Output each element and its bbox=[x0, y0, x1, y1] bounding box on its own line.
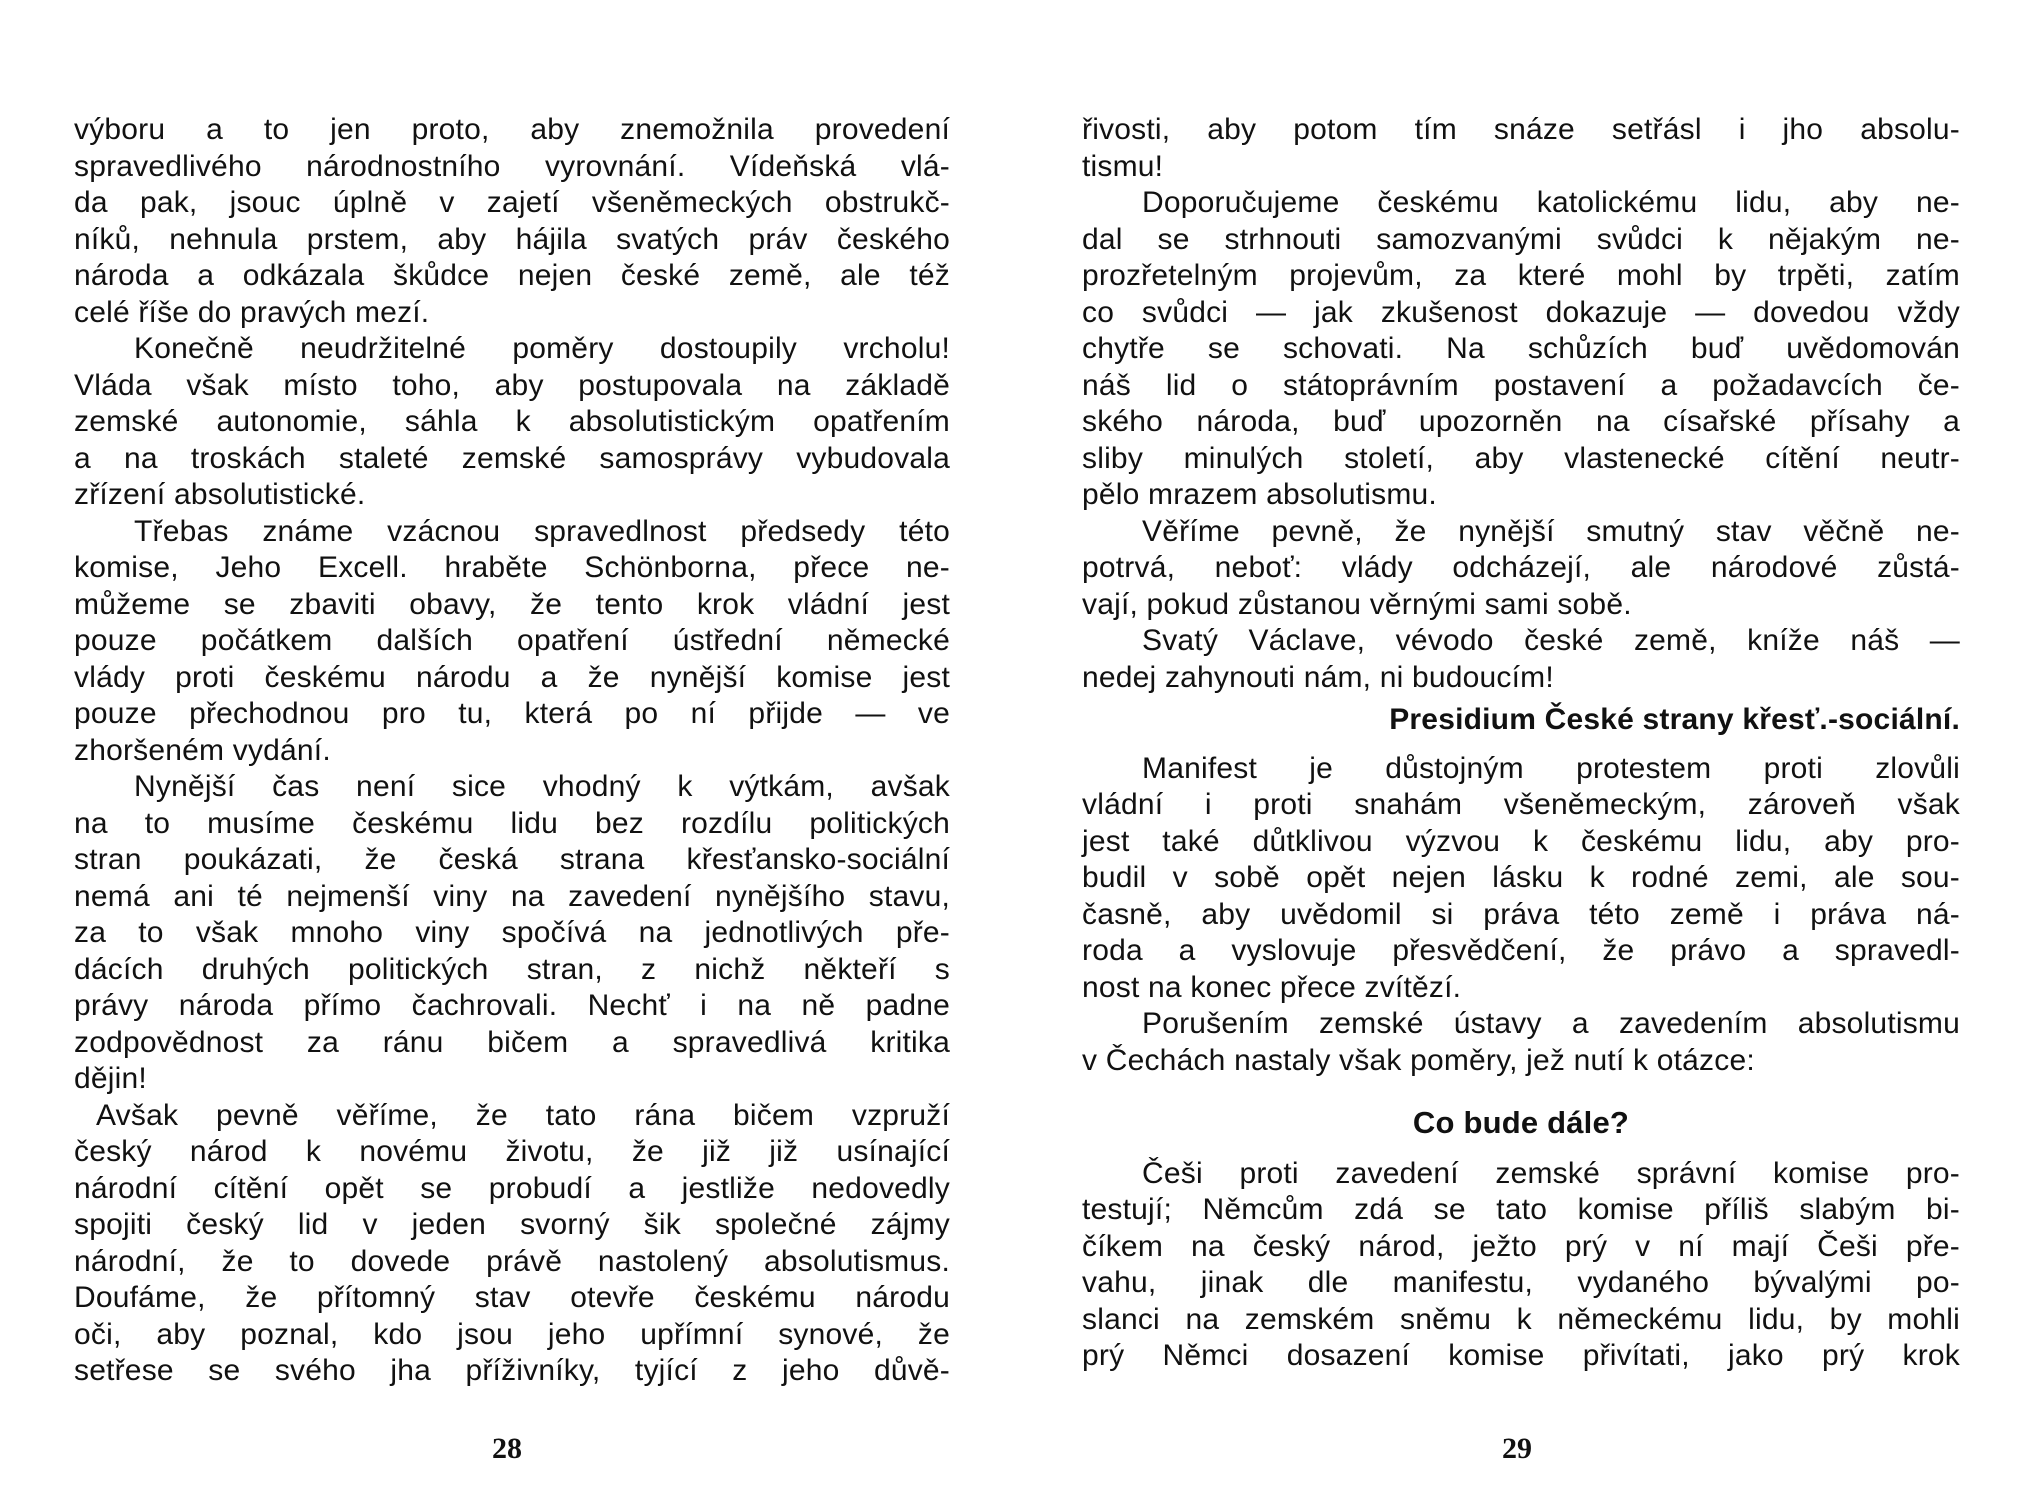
text-line bbox=[74, 733, 950, 769]
text-line bbox=[74, 915, 950, 951]
text-line bbox=[74, 1025, 950, 1061]
line-text: řivosti, aby potom tím snáze setřásl i jho absolu- bbox=[1082, 113, 1960, 146]
text-line bbox=[1082, 331, 1960, 367]
text-line bbox=[74, 368, 950, 404]
line-text: na to musíme českému lidu bez rozdílu politických bbox=[74, 806, 950, 840]
line-text: vahu, jinak dle manifestu, vydaného bývalými po- bbox=[1082, 1266, 1960, 1299]
line-text: dácích druhých politických stran, z nichž někteří s bbox=[74, 952, 950, 986]
line-text: Vláda však místo toho, aby postupovala na základě bbox=[74, 368, 950, 402]
line-text: za to však mnoho viny spočívá na jednotlivých pře- bbox=[74, 916, 950, 949]
text-line bbox=[1082, 1265, 1960, 1301]
text-line bbox=[74, 1098, 950, 1134]
line-text: zemské autonomie, sáhla k absolutistickým opatřením bbox=[74, 405, 950, 438]
text-line bbox=[1082, 933, 1960, 969]
line-text: Doporučujeme českému katolickému lidu, aby ne- bbox=[1142, 186, 1960, 219]
text-line bbox=[1082, 404, 1960, 440]
line-text: Manifest je důstojným protestem proti zlovůli bbox=[1142, 751, 1960, 785]
line-text: dějin! bbox=[74, 1062, 147, 1095]
line-text: vají, pokud zůstanou věrnými sami sobě. bbox=[1082, 587, 1632, 621]
text-line bbox=[74, 258, 950, 294]
text-line bbox=[1082, 751, 1960, 787]
text-line bbox=[1082, 824, 1960, 860]
text-line bbox=[74, 514, 950, 550]
text-line bbox=[74, 185, 950, 221]
text-line bbox=[1082, 1229, 1960, 1265]
line-text: zřízení absolutistické. bbox=[74, 478, 366, 511]
text-line bbox=[1082, 112, 1960, 148]
line-text: Třebas známe vzácnou spravedlnost předsedy této bbox=[134, 514, 950, 548]
text-line bbox=[74, 769, 950, 805]
text-line bbox=[74, 1171, 950, 1207]
line-text: slanci na zemském sněmu k německému lidu, by mohli bbox=[1082, 1302, 1960, 1336]
left-page bbox=[74, 0, 950, 1500]
line-text: jest také důtklivou výzvou k českému lidu, aby pro- bbox=[1082, 824, 1960, 858]
line-text: Doufáme, že přítomný stav otevře českému národu bbox=[74, 1281, 950, 1314]
line-text: pělo mrazem absolutismu. bbox=[1082, 478, 1437, 511]
text-line bbox=[1082, 787, 1960, 823]
line-text: stran poukázati, že česká strana křesťansko-sociální bbox=[74, 843, 950, 876]
line-text: Konečně neudržitelné poměry dostoupily vrcholu! bbox=[134, 332, 950, 365]
line-text: pouze přechodnou pro tu, která po ní přijde — ve bbox=[74, 697, 950, 730]
line-text: pouze počátkem dalších opatření ústřední německé bbox=[74, 624, 950, 657]
text-line bbox=[1082, 514, 1960, 550]
text-line bbox=[1082, 660, 1960, 696]
line-text: dal se strhnouti samozvanými svůdci k nějakým ne- bbox=[1082, 222, 1960, 256]
line-text: Věříme pevně, že nynější smutný stav věčně ne- bbox=[1142, 514, 1960, 548]
signature-line bbox=[1082, 702, 1960, 738]
text-line bbox=[74, 477, 950, 513]
line-text: Presidium České strany křesť.-sociální. bbox=[1389, 703, 1960, 736]
line-text: zhoršeném vydání. bbox=[74, 733, 331, 767]
line-text: nemá ani té nejmenší viny na zavedení nynějšího stavu, bbox=[74, 879, 950, 913]
line-text: spojiti český lid v jeden svorný šik společné zájmy bbox=[74, 1208, 950, 1241]
text-line bbox=[74, 842, 950, 878]
text-line bbox=[1082, 149, 1960, 185]
text-line bbox=[74, 222, 950, 258]
line-text: komise, Jeho Excell. hraběte Schönborna, přece ne- bbox=[74, 551, 950, 584]
text-line bbox=[1082, 477, 1960, 513]
line-text: v Čechách nastaly však poměry, jež nutí k otázce: bbox=[1082, 1043, 1755, 1077]
text-line bbox=[1082, 368, 1960, 404]
text-line bbox=[74, 441, 950, 477]
line-text: právy národa přímo čachrovali. Nechť i na ně padne bbox=[74, 989, 950, 1022]
line-text: testují; Němcům zdá se tato komise příliš slabým bi- bbox=[1082, 1193, 1960, 1226]
text-line bbox=[1082, 441, 1960, 477]
text-line bbox=[74, 1280, 950, 1316]
text-line bbox=[1082, 860, 1960, 896]
line-text: náš lid o státoprávním postavení a požadavcích če- bbox=[1082, 368, 1960, 402]
line-text: a na troskách staleté zemské samosprávy vybudovala bbox=[74, 441, 950, 475]
text-line bbox=[74, 1353, 950, 1389]
line-text: budil v sobě opět nejen lásku k rodné zemi, ale sou- bbox=[1082, 861, 1960, 894]
line-text: ského národa, buď upozorněn na císařské přísahy a bbox=[1082, 405, 1960, 438]
section-heading bbox=[1082, 1105, 1960, 1141]
line-text: zodpovědnost za ránu bičem a spravedlivá kritika bbox=[74, 1025, 950, 1059]
text-line bbox=[74, 952, 950, 988]
line-text: chytře se schovati. Na schůzích buď uvědomován bbox=[1082, 332, 1960, 365]
text-line bbox=[74, 1317, 950, 1353]
line-text: číkem na český národ, ježto prý v ní mají Češi pře- bbox=[1082, 1229, 1960, 1263]
text-line bbox=[74, 404, 950, 440]
text-line bbox=[74, 988, 950, 1024]
line-text: Svatý Václave, vévodo české země, kníže náš — bbox=[1142, 624, 1960, 657]
line-text: můžeme se zbaviti obavy, že tento krok vládní jest bbox=[74, 587, 950, 621]
text-line bbox=[74, 879, 950, 915]
text-line bbox=[74, 149, 950, 185]
line-text: nedej zahynouti nám, ni budoucím! bbox=[1082, 660, 1554, 694]
page-number: 29 bbox=[1502, 1432, 1532, 1465]
line-text: tismu! bbox=[1082, 149, 1164, 183]
text-line bbox=[74, 1134, 950, 1170]
line-text: výboru a to jen proto, aby znemožnila provedení bbox=[74, 113, 950, 146]
text-line bbox=[1082, 1006, 1960, 1042]
line-text: potrvá, neboť: vlády odcházejí, ale národové zůstá- bbox=[1082, 551, 1960, 584]
text-line bbox=[1082, 295, 1960, 331]
text-line bbox=[74, 1207, 950, 1243]
text-line bbox=[1082, 185, 1960, 221]
line-text: prozřetelným projevům, za které mohl by trpěti, zatím bbox=[1082, 259, 1960, 292]
text-line bbox=[1082, 897, 1960, 933]
line-text: Avšak pevně věříme, že tato rána bičem vzpruží bbox=[96, 1098, 950, 1132]
text-line bbox=[74, 696, 950, 732]
line-text: časně, aby uvědomil si práva této země i práva ná- bbox=[1082, 897, 1960, 931]
line-text: celé říše do pravých mezí. bbox=[74, 295, 430, 329]
text-line bbox=[74, 331, 950, 367]
text-line bbox=[1082, 587, 1960, 623]
line-text: Češi proti zavedení zemské správní komise pro- bbox=[1142, 1156, 1960, 1190]
line-text: národa a odkázala škůdce nejen české země, ale též bbox=[74, 259, 950, 292]
text-line bbox=[74, 1244, 950, 1280]
text-line bbox=[1082, 1302, 1960, 1338]
text-line bbox=[1082, 970, 1960, 1006]
text-line bbox=[74, 660, 950, 696]
text-line bbox=[1082, 1338, 1960, 1374]
line-text: oči, aby poznal, kdo jsou jeho upřímní synové, že bbox=[74, 1317, 950, 1351]
line-text: prý Němci dosazení komise přivítati, jako prý krok bbox=[1082, 1339, 1960, 1372]
text-line bbox=[74, 806, 950, 842]
line-text: Porušením zemské ústavy a zavedením absolutismu bbox=[1142, 1007, 1960, 1040]
line-text: co svůdci — jak zkušenost dokazuje — dovedou vždy bbox=[1082, 295, 1960, 329]
line-text: níků, nehnula prstem, aby hájila svatých práv českého bbox=[74, 222, 950, 256]
line-text: da pak, jsouc úplně v zajetí všeněmeckých obstrukč- bbox=[74, 186, 950, 219]
text-line bbox=[74, 623, 950, 659]
text-line bbox=[1082, 222, 1960, 258]
line-text: Co bude dále? bbox=[1412, 1105, 1630, 1140]
right-page bbox=[1082, 0, 1960, 1500]
text-line bbox=[74, 295, 950, 331]
line-text: spravedlivého národnostního vyrovnání. Vídeňská vlá- bbox=[74, 149, 950, 183]
text-line bbox=[74, 112, 950, 148]
text-line bbox=[1082, 550, 1960, 586]
line-text: národní, že to dovede právě nastolený absolutismus. bbox=[74, 1244, 950, 1278]
line-text: Nynější čas není sice vhodný k výtkám, avšak bbox=[134, 770, 950, 803]
line-text: setřese se svého jha příživníky, tyjící z jeho důvě- bbox=[74, 1354, 950, 1387]
line-text: sliby minulých století, aby vlastenecké cítění neutr- bbox=[1082, 441, 1960, 475]
line-text: nost na konec přece zvítězí. bbox=[1082, 970, 1462, 1004]
text-line bbox=[74, 587, 950, 623]
text-line bbox=[1082, 1192, 1960, 1228]
page-number: 28 bbox=[492, 1432, 522, 1465]
text-line bbox=[74, 1061, 950, 1097]
line-text: národní cítění opět se probudí a jestliže nedovedly bbox=[74, 1171, 950, 1205]
text-line bbox=[1082, 623, 1960, 659]
text-line bbox=[1082, 1156, 1960, 1192]
line-text: vládní i proti snahám všeněmeckým, zároveň však bbox=[1082, 788, 1960, 821]
line-text: roda a vyslovuje přesvědčení, že právo a spravedl- bbox=[1082, 934, 1960, 967]
text-line bbox=[74, 550, 950, 586]
line-text: český národ k novému životu, že již již usínající bbox=[74, 1135, 950, 1168]
text-line bbox=[1082, 258, 1960, 294]
text-line bbox=[1082, 1043, 1960, 1079]
line-text: vlády proti českému národu a že nynější komise jest bbox=[74, 660, 950, 694]
